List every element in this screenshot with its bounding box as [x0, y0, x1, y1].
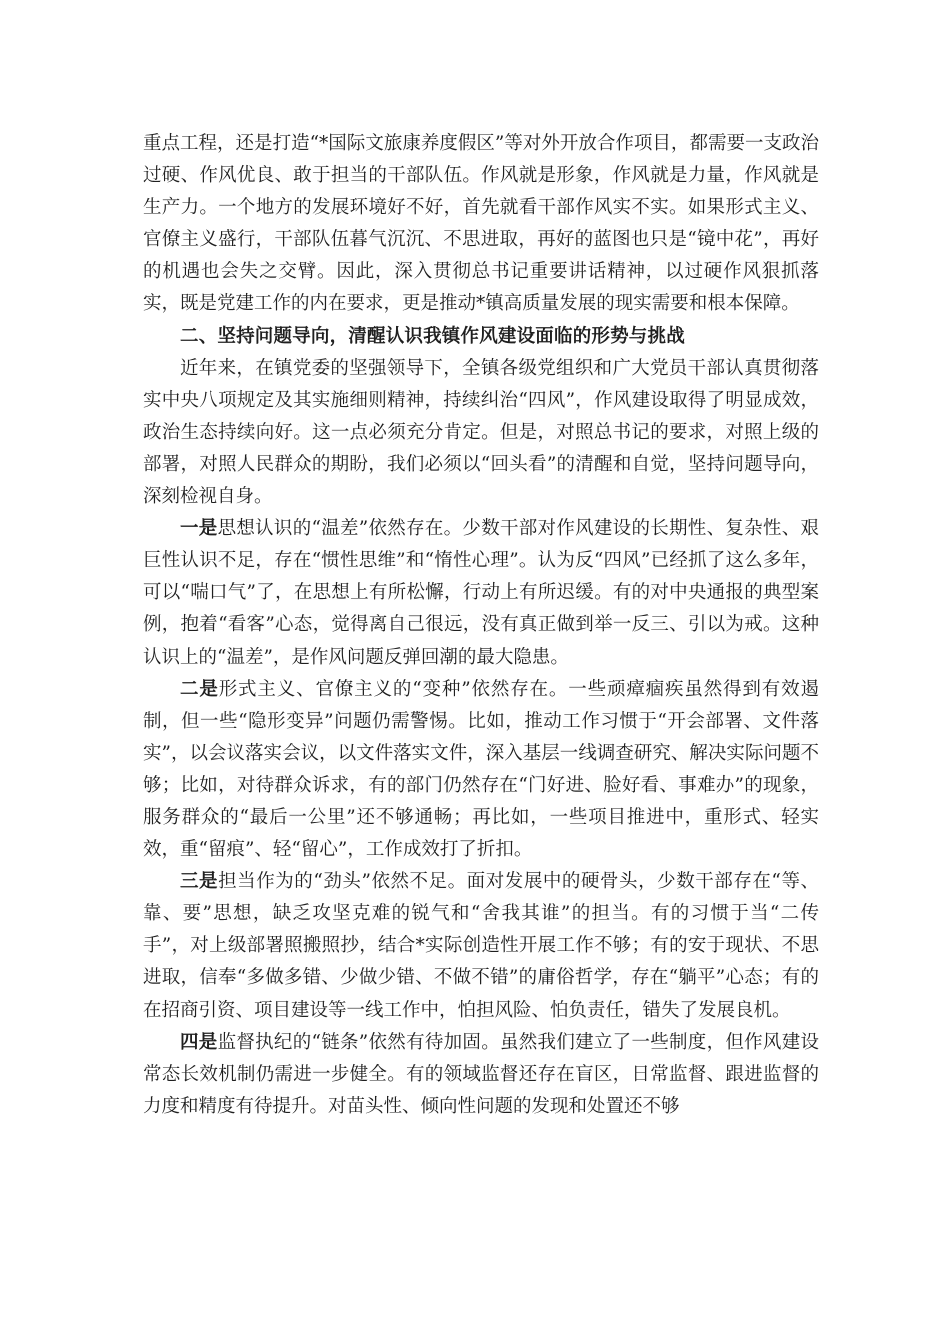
intro-paragraph: 近年来，在镇党委的坚强领导下，全镇各级党组织和广大党员干部认真贯彻落实中央八项规定及其实施细则精神，持续纠治“四风”，作风建设取得了明显成效，政治生态持续向好。这一点必须充分肯定。但是，对照总书记的要求，对照上级的部署，对照人民群众的期盼，我们必须以“回头看”的清醒和自觉，坚持问题导向，深刻检视自身。 [143, 357, 819, 508]
continued-paragraph: 重点工程，还是打造“*国际文旅康养度假区”等对外开放合作项目，都需要一支政治过硬、作风优良、敢于担当的干部队伍。作风就是形象，作风就是力量，作风就是生产力。一个地方的发展环境好不好，首先就看干部作风实不实。如果形式主义、官僚主义盛行，干部队伍暮气沉沉、不思进取，再好的蓝图也只是“镜中花”，再好的机遇也会失之交臂。因此，深入贯彻总书记重要讲话精神，以过硬作风狠抓落实，既是党建工作的内在要求，更是推动*镇高质量发展的现实需要和根本保障。 [143, 133, 819, 315]
point-lead: 二是 [180, 678, 219, 700]
point-text: 担当作为的“劲头”依然不足。面对发展中的硬骨头，少数干部存在“等、靠、要”思想，缺乏攻坚克难的锐气和“舍我其谁”的担当。有的习惯于当“二传手”，对上级部署照搬照抄，结合*实际创造性开展工作不够；有的安于现状、不思进取，信奉“多做多错、少做少错、不做不错”的庸俗哲学，存在“躺平”心态；有的在招商引资、项目建设等一线工作中，怕担风险、怕负责任，错失了发展良机。 [143, 871, 819, 1021]
point-text: 形式主义、官僚主义的“变种”依然存在。一些顽瘴痼疾虽然得到有效遏制，但一些“隐形变异”问题仍需警惕。比如，推动工作习惯于“开会部署、文件落实”，以会议落实会议，以文件落实文件，深入基层一线调查研究、解决实际问题不够；比如，对待群众诉求，有的部门仍然存在“门好进、脸好看、事难办”的现象，服务群众的“最后一公里”还不够通畅；再比如，一些项目推进中，重形式、轻实效，重“留痕”、轻“留心”，工作成效打了折扣。 [143, 678, 819, 861]
point-paragraph-3 [143, 866, 819, 1026]
point-text: 监督执纪的“链条”依然有待加固。虽然我们建立了一些制度，但作风建设常态长效机制仍需进一步健全。有的领域监督还存在盲区，日常监督、跟进监督的力度和精度有待提升。对苗头性、倾向性问题的发现和处置还不够 [143, 1031, 819, 1117]
point-paragraph-1 [143, 513, 819, 673]
document-body [143, 128, 819, 1123]
point-lead: 一是 [180, 518, 218, 540]
point-paragraph-4 [143, 1027, 819, 1123]
point-paragraph-2 [143, 674, 819, 867]
point-text: 思想认识的“温差”依然存在。少数干部对作风建设的长期性、复杂性、艰巨性认识不足，存在“惯性思维”和“惰性心理”。认为反“四风”已经抓了这么多年，可以“喘口气”了，在思想上有所松懈，行动上有所迟缓。有的对中央通报的典型案例，抱着“看客”心态，觉得离自己很远，没有真正做到举一反三、引以为戒。这种认识上的“温差”，是作风问题反弹回潮的最大隐患。 [143, 518, 819, 668]
section-heading: 二、坚持问题导向，清醒认识我镇作风建设面临的形势与挑战 [180, 325, 685, 347]
point-lead: 三是 [180, 871, 219, 893]
point-lead: 四是 [180, 1031, 218, 1053]
